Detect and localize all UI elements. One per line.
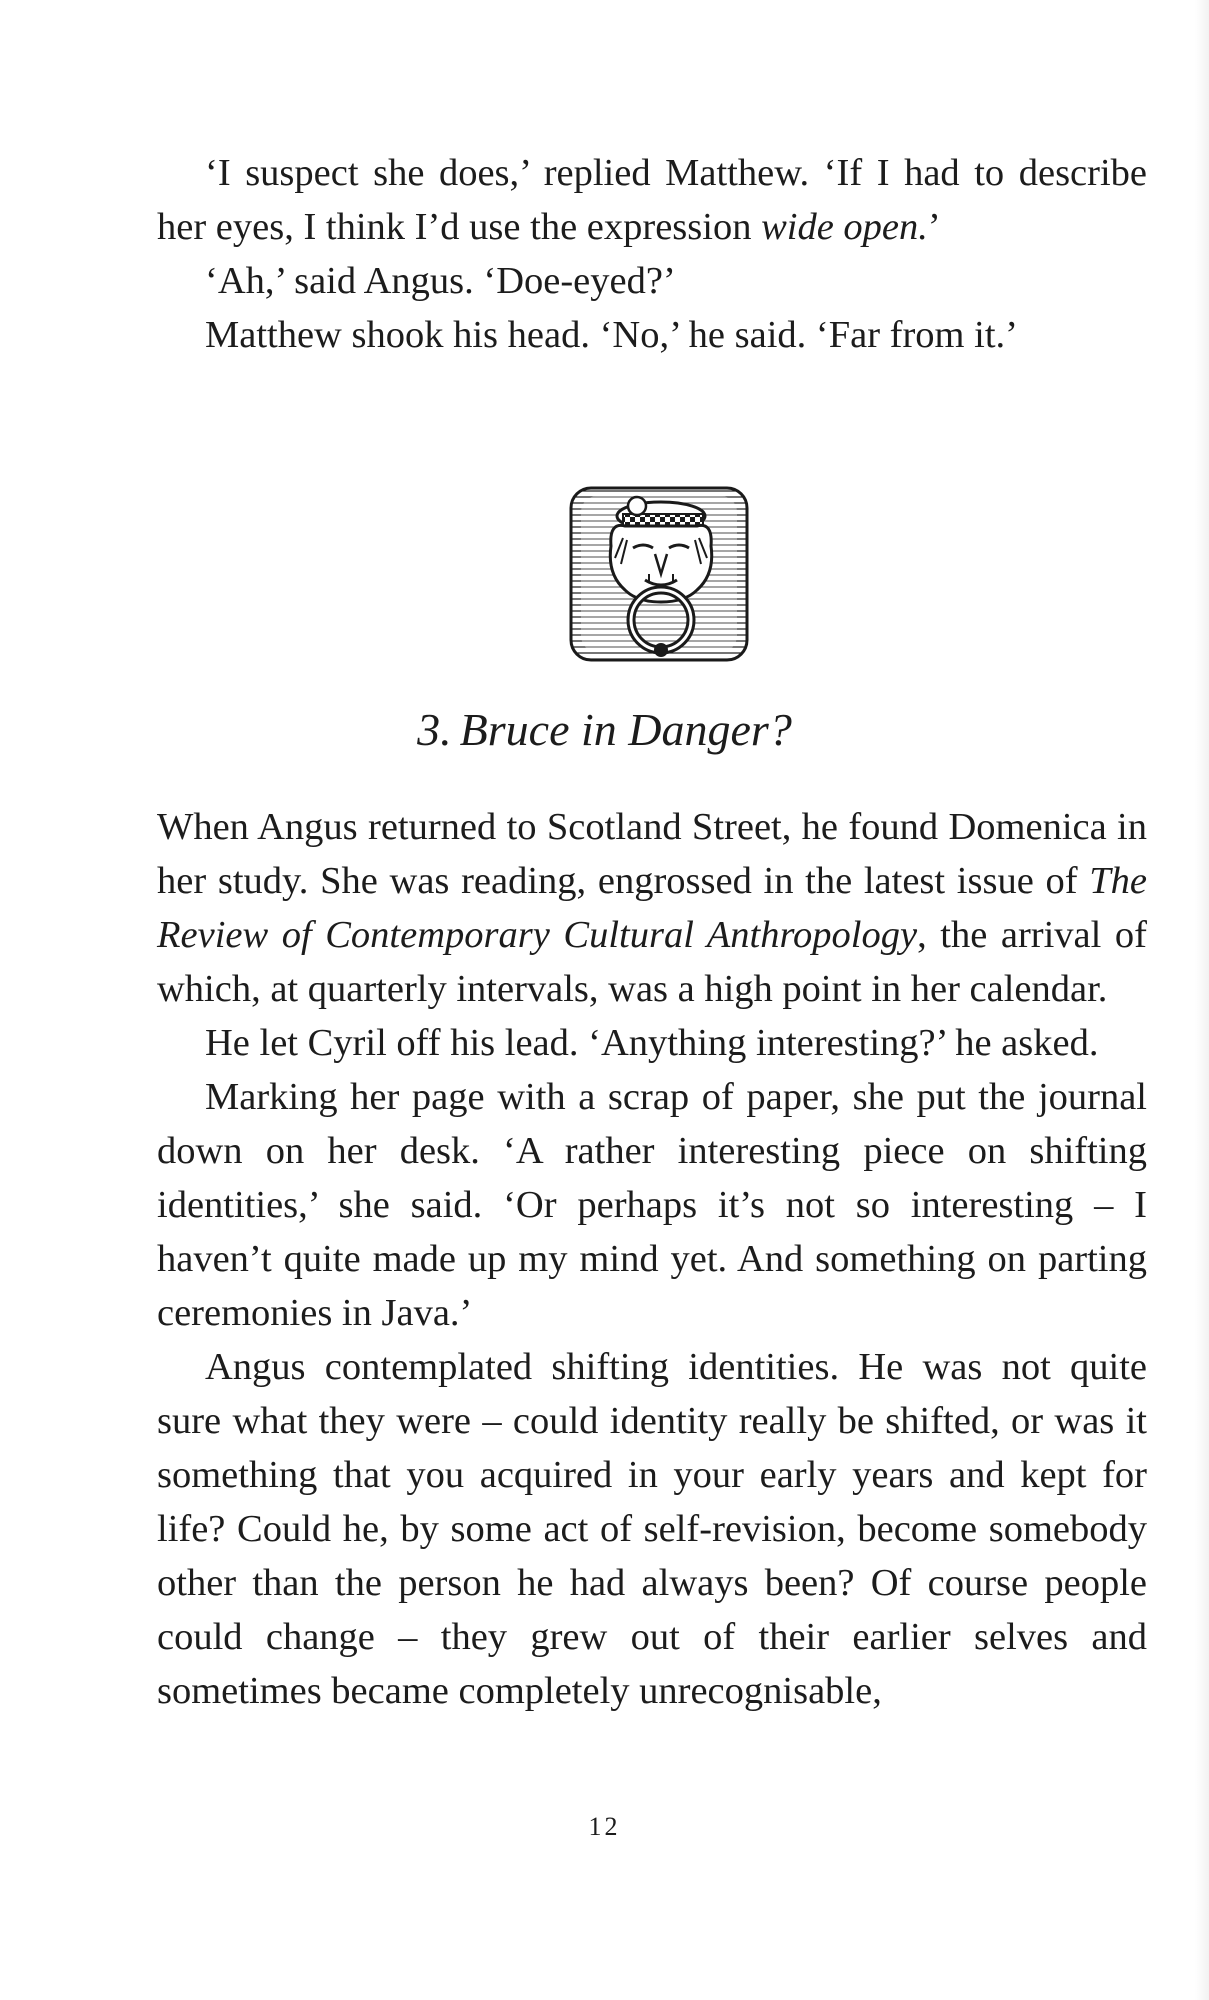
- chapter-body-text: [157, 800, 1147, 1718]
- page-edge: [1195, 0, 1209, 2000]
- paragraph: ‘Ah,’ said Angus. ‘Doe-eyed?’: [205, 260, 676, 302]
- page-number: 12: [588, 1812, 621, 1841]
- door-knocker-icon: [565, 482, 753, 666]
- journal-title: The Review of Contemporary Cultural Anthropology: [157, 860, 1147, 956]
- chapter-heading: [0, 700, 1209, 760]
- chapter-number: 3.: [417, 704, 452, 755]
- paragraph: ‘I suspect she does,’ replied Matthew. ‘If I had to describe her eyes, I think I’d use the expression wide open.’: [157, 152, 1147, 248]
- paragraph: Angus contemplated shifting identities. He was not quite sure what they were – could identity really be shifted, or was it something that you acquired in your early years and kept for life? Could he, by some act of self-revision, become somebody other than the person he had always been? Of course people could change – they grew out of their earlier selves and sometimes became completely unrecognisable,: [157, 1346, 1147, 1712]
- paragraph: He let Cyril off his lead. ‘Anything interesting?’ he asked.: [205, 1022, 1099, 1064]
- paragraph: Matthew shook his head. ‘No,’ he said. ‘Far from it.’: [205, 314, 1018, 356]
- chapter-title: Bruce in Danger?: [459, 704, 792, 755]
- opening-text-block: [157, 146, 1147, 362]
- paragraph: Marking her page with a scrap of paper, she put the journal down on her desk. ‘A rather interesting piece on shifting identities,’ she said. ‘Or perhaps it’s not so interesting – I haven’t quite made up my mind yet. And something on parting ceremonies in Java.’: [157, 1076, 1147, 1334]
- paragraph: When Angus returned to Scotland Street, he found Domenica in her study. She was reading, engrossed in the latest issue of The Review of Contemporary Cultural Anthropology, the arrival of which, at quarterly intervals, was a high point in her calendar.: [157, 806, 1147, 1010]
